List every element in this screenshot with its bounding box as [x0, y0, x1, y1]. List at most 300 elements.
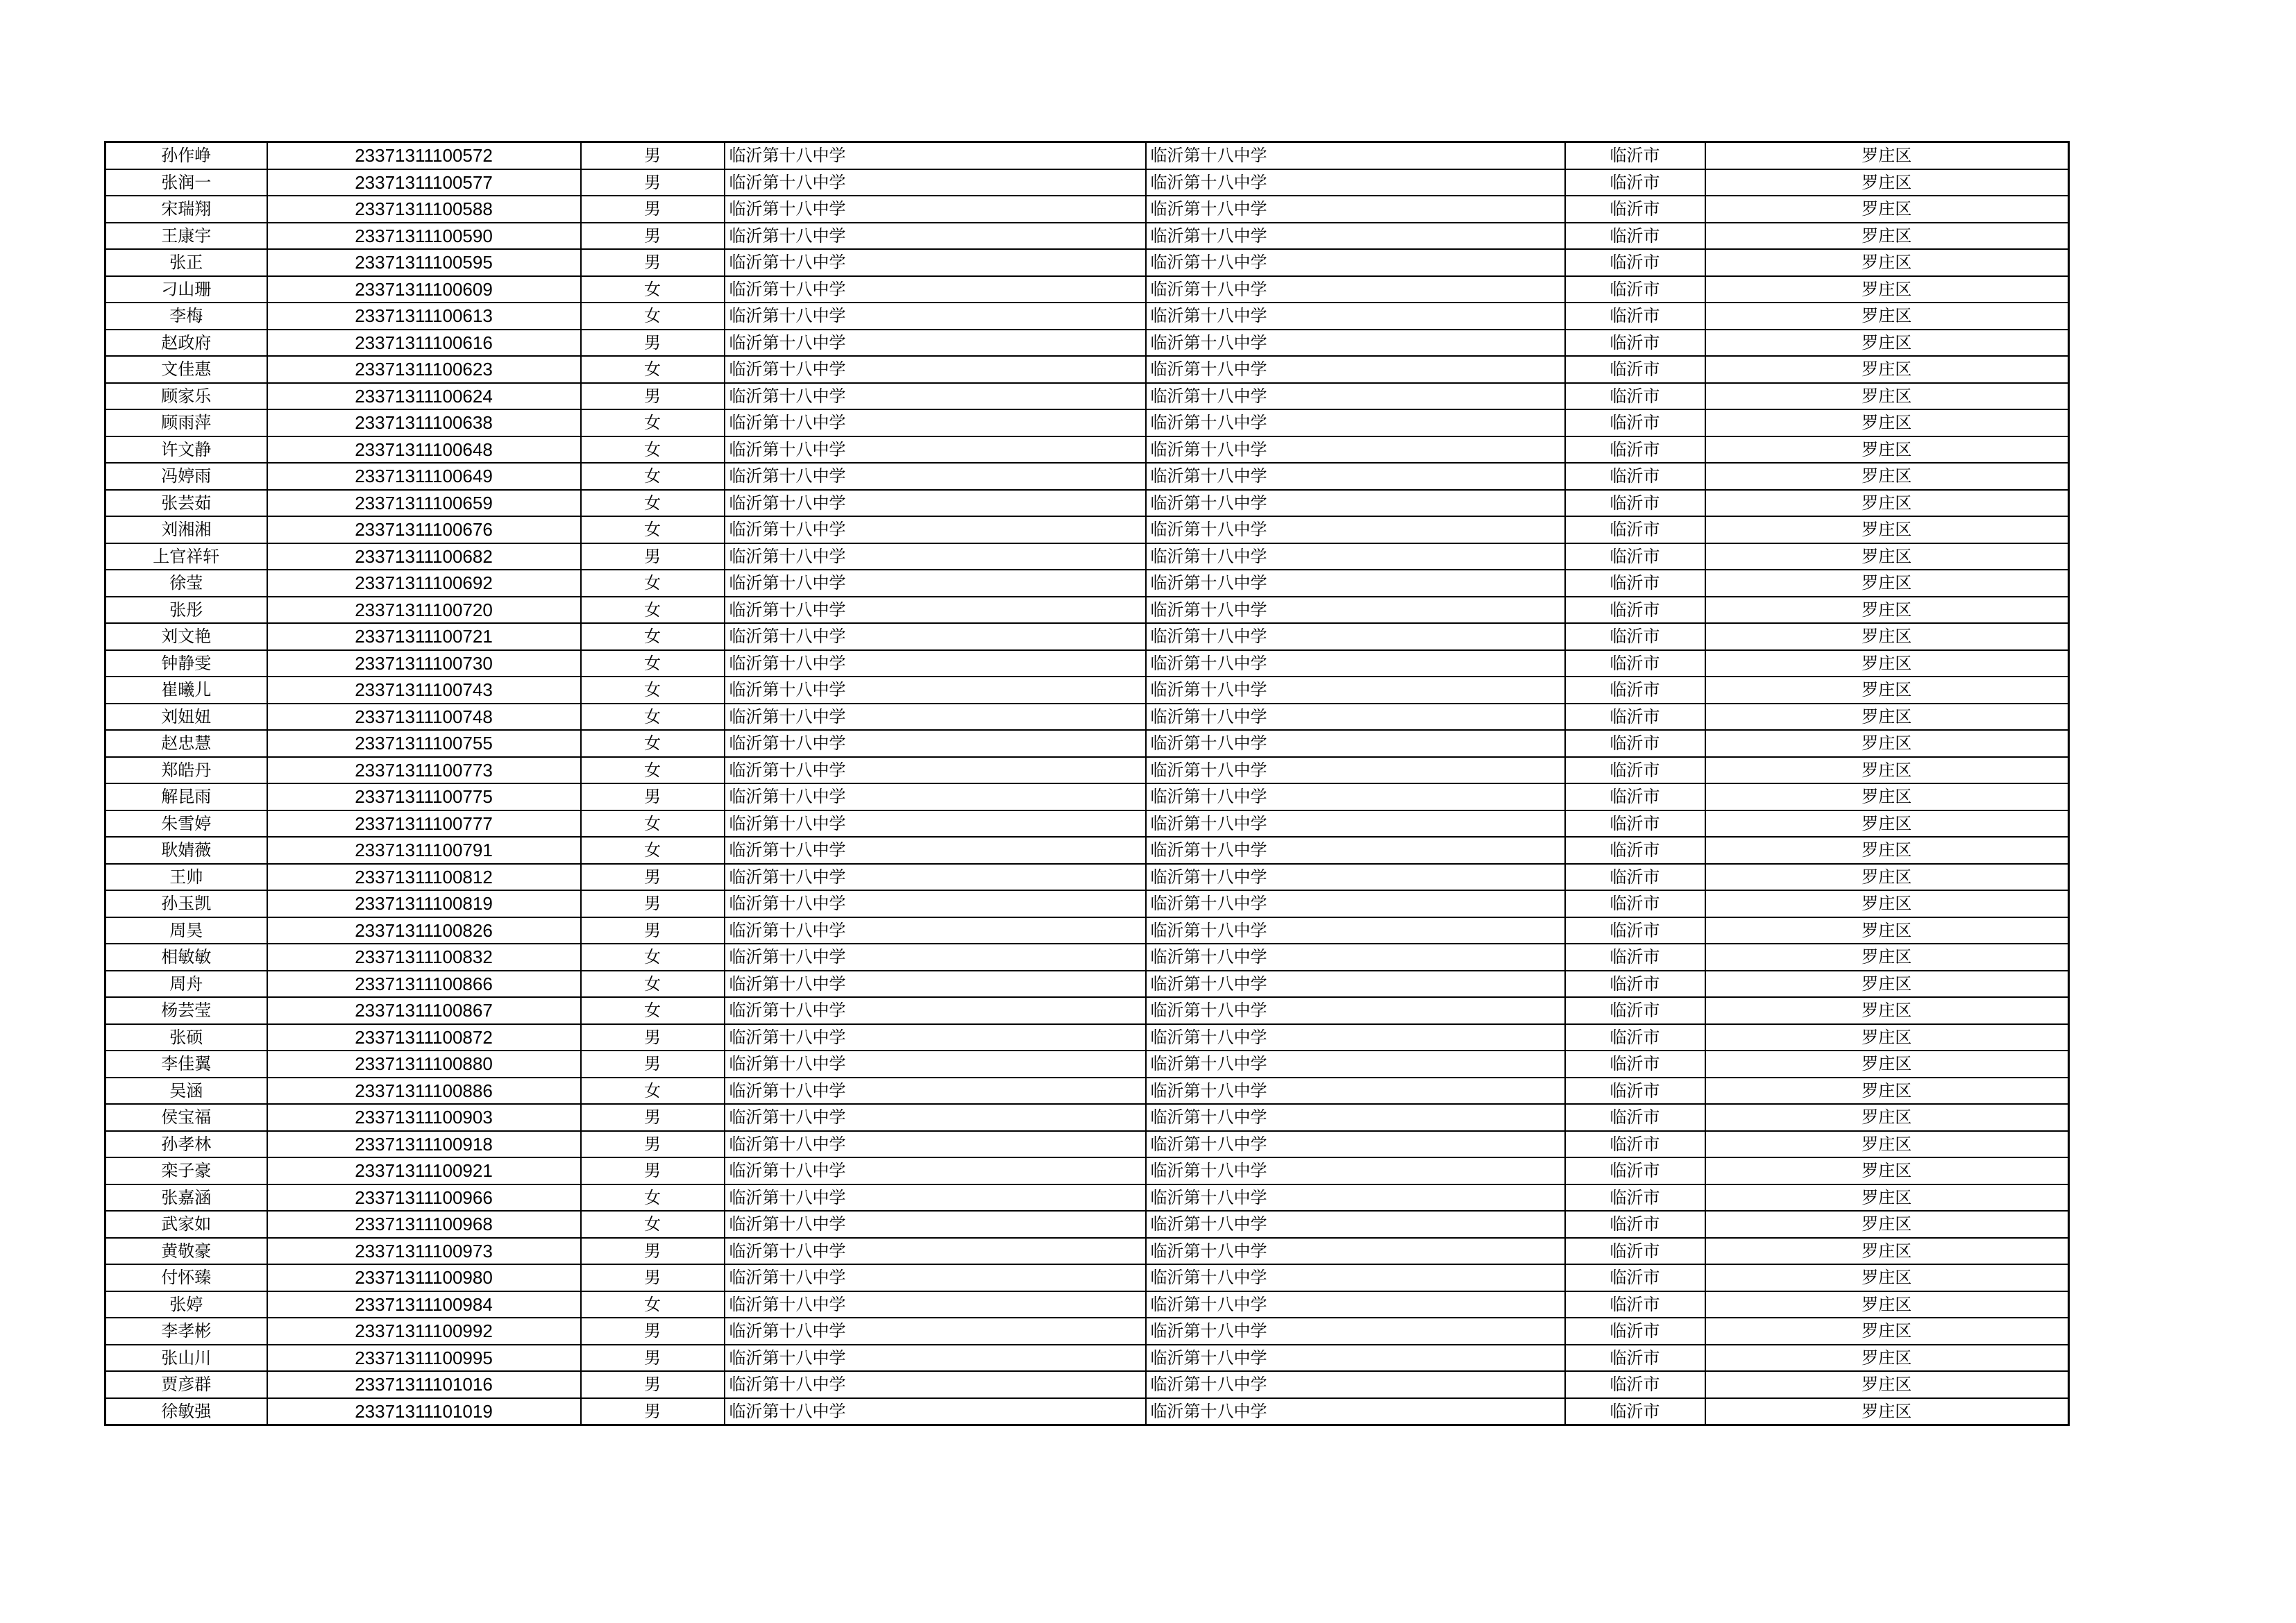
exam-number-cell: 23371311100609: [267, 276, 581, 303]
exam-number-cell: 23371311100773: [267, 757, 581, 784]
district-cell: 罗庄区: [1705, 490, 2069, 517]
table-row: [105, 1131, 2069, 1158]
school-cell: 临沂第十八中学: [725, 757, 1146, 784]
student-name-cell: 张芸茹: [105, 490, 267, 517]
city-cell: 临沂市: [1565, 249, 1705, 276]
student-name-cell: 耿婧薇: [105, 837, 267, 864]
student-name-cell: 张山川: [105, 1345, 267, 1372]
gender-cell: 男: [581, 1024, 725, 1051]
school-cell: 临沂第十八中学: [725, 1131, 1146, 1158]
school-cell: 临沂第十八中学: [725, 330, 1146, 357]
student-name-cell: 赵忠慧: [105, 730, 267, 757]
city-cell: 临沂市: [1565, 757, 1705, 784]
student-name-cell: 文佳惠: [105, 356, 267, 383]
exam-number-cell: 23371311100572: [267, 142, 581, 169]
table-row: [105, 623, 2069, 650]
school-cell-2: 临沂第十八中学: [1146, 810, 1565, 838]
exam-number-cell: 23371311100918: [267, 1131, 581, 1158]
table-body: [105, 142, 2069, 1425]
table-row: [105, 971, 2069, 998]
school-cell-2: 临沂第十八中学: [1146, 864, 1565, 891]
gender-cell: 女: [581, 810, 725, 838]
school-cell-2: 临沂第十八中学: [1146, 436, 1565, 464]
district-cell: 罗庄区: [1705, 1078, 2069, 1105]
school-cell: 临沂第十八中学: [725, 971, 1146, 998]
city-cell: 临沂市: [1565, 543, 1705, 570]
school-cell-2: 临沂第十八中学: [1146, 597, 1565, 624]
school-cell-2: 临沂第十八中学: [1146, 997, 1565, 1024]
school-cell: 临沂第十八中学: [725, 597, 1146, 624]
student-name-cell: 侯宝福: [105, 1104, 267, 1131]
school-cell-2: 临沂第十八中学: [1146, 1264, 1565, 1291]
school-cell: 临沂第十八中学: [725, 1211, 1146, 1238]
table-row: [105, 864, 2069, 891]
table-row: [105, 463, 2069, 490]
school-cell-2: 临沂第十八中学: [1146, 276, 1565, 303]
gender-cell: 女: [581, 623, 725, 650]
gender-cell: 女: [581, 276, 725, 303]
table-row: [105, 944, 2069, 971]
city-cell: 临沂市: [1565, 1264, 1705, 1291]
school-cell: 临沂第十八中学: [725, 1264, 1146, 1291]
exam-number-cell: 23371311100613: [267, 303, 581, 330]
school-cell-2: 临沂第十八中学: [1146, 223, 1565, 250]
student-name-cell: 顾雨萍: [105, 409, 267, 436]
exam-number-cell: 23371311100649: [267, 463, 581, 490]
school-cell: 临沂第十八中学: [725, 516, 1146, 543]
district-cell: 罗庄区: [1705, 436, 2069, 464]
exam-number-cell: 23371311100590: [267, 223, 581, 250]
school-cell-2: 临沂第十八中学: [1146, 303, 1565, 330]
school-cell: 临沂第十八中学: [725, 223, 1146, 250]
gender-cell: 女: [581, 730, 725, 757]
school-cell: 临沂第十八中学: [725, 704, 1146, 731]
district-cell: 罗庄区: [1705, 944, 2069, 971]
school-cell-2: 临沂第十八中学: [1146, 623, 1565, 650]
student-name-cell: 张正: [105, 249, 267, 276]
exam-number-cell: 23371311100682: [267, 543, 581, 570]
district-cell: 罗庄区: [1705, 276, 2069, 303]
exam-number-cell: 23371311100624: [267, 383, 581, 410]
student-name-cell: 孙孝林: [105, 1131, 267, 1158]
district-cell: 罗庄区: [1705, 810, 2069, 838]
school-cell-2: 临沂第十八中学: [1146, 1024, 1565, 1051]
school-cell-2: 临沂第十八中学: [1146, 757, 1565, 784]
exam-number-cell: 23371311100748: [267, 704, 581, 731]
district-cell: 罗庄区: [1705, 1291, 2069, 1318]
exam-number-cell: 23371311100588: [267, 196, 581, 223]
city-cell: 临沂市: [1565, 1291, 1705, 1318]
school-cell-2: 临沂第十八中学: [1146, 1291, 1565, 1318]
school-cell: 临沂第十八中学: [725, 383, 1146, 410]
school-cell: 临沂第十八中学: [725, 249, 1146, 276]
district-cell: 罗庄区: [1705, 409, 2069, 436]
city-cell: 临沂市: [1565, 810, 1705, 838]
district-cell: 罗庄区: [1705, 169, 2069, 196]
school-cell-2: 临沂第十八中学: [1146, 704, 1565, 731]
school-cell-2: 临沂第十八中学: [1146, 463, 1565, 490]
gender-cell: 女: [581, 1078, 725, 1105]
table-row: [105, 1078, 2069, 1105]
exam-number-cell: 23371311100755: [267, 730, 581, 757]
city-cell: 临沂市: [1565, 1398, 1705, 1425]
school-cell-2: 临沂第十八中学: [1146, 1078, 1565, 1105]
gender-cell: 男: [581, 1371, 725, 1398]
student-name-cell: 张彤: [105, 597, 267, 624]
city-cell: 临沂市: [1565, 169, 1705, 196]
school-cell: 临沂第十八中学: [725, 890, 1146, 917]
gender-cell: 男: [581, 142, 725, 169]
city-cell: 临沂市: [1565, 1051, 1705, 1078]
school-cell: 临沂第十八中学: [725, 810, 1146, 838]
school-cell-2: 临沂第十八中学: [1146, 730, 1565, 757]
school-cell-2: 临沂第十八中学: [1146, 490, 1565, 517]
exam-number-cell: 23371311100995: [267, 1345, 581, 1372]
table-row: [105, 330, 2069, 357]
school-cell-2: 临沂第十八中学: [1146, 1398, 1565, 1425]
district-cell: 罗庄区: [1705, 864, 2069, 891]
gender-cell: 女: [581, 650, 725, 677]
exam-number-cell: 23371311100966: [267, 1184, 581, 1212]
exam-number-cell: 23371311100791: [267, 837, 581, 864]
city-cell: 临沂市: [1565, 730, 1705, 757]
school-cell: 临沂第十八中学: [725, 543, 1146, 570]
student-name-cell: 张婷: [105, 1291, 267, 1318]
city-cell: 临沂市: [1565, 677, 1705, 704]
district-cell: 罗庄区: [1705, 356, 2069, 383]
school-cell: 临沂第十八中学: [725, 196, 1146, 223]
gender-cell: 男: [581, 543, 725, 570]
table-row: [105, 917, 2069, 944]
student-name-cell: 李梅: [105, 303, 267, 330]
student-name-cell: 上官祥轩: [105, 543, 267, 570]
student-name-cell: 徐莹: [105, 570, 267, 597]
city-cell: 临沂市: [1565, 1131, 1705, 1158]
gender-cell: 女: [581, 1291, 725, 1318]
city-cell: 临沂市: [1565, 971, 1705, 998]
district-cell: 罗庄区: [1705, 463, 2069, 490]
school-cell: 临沂第十八中学: [725, 1078, 1146, 1105]
school-cell-2: 临沂第十八中学: [1146, 944, 1565, 971]
district-cell: 罗庄区: [1705, 1398, 2069, 1425]
school-cell: 临沂第十八中学: [725, 1238, 1146, 1265]
exam-number-cell: 23371311100832: [267, 944, 581, 971]
school-cell-2: 临沂第十八中学: [1146, 1051, 1565, 1078]
student-name-cell: 孙作峥: [105, 142, 267, 169]
table-row: [105, 490, 2069, 517]
exam-number-cell: 23371311100638: [267, 409, 581, 436]
exam-number-cell: 23371311101019: [267, 1398, 581, 1425]
student-name-cell: 刘湘湘: [105, 516, 267, 543]
student-name-cell: 郑皓丹: [105, 757, 267, 784]
student-name-cell: 张润一: [105, 169, 267, 196]
city-cell: 临沂市: [1565, 1238, 1705, 1265]
table-row: [105, 1345, 2069, 1372]
school-cell-2: 临沂第十八中学: [1146, 330, 1565, 357]
city-cell: 临沂市: [1565, 890, 1705, 917]
exam-number-cell: 23371311100866: [267, 971, 581, 998]
city-cell: 临沂市: [1565, 516, 1705, 543]
student-name-cell: 张嘉涵: [105, 1184, 267, 1212]
district-cell: 罗庄区: [1705, 1264, 2069, 1291]
school-cell-2: 临沂第十八中学: [1146, 1184, 1565, 1212]
city-cell: 临沂市: [1565, 1371, 1705, 1398]
gender-cell: 男: [581, 1398, 725, 1425]
table-row: [105, 1104, 2069, 1131]
gender-cell: 女: [581, 597, 725, 624]
gender-cell: 女: [581, 570, 725, 597]
student-name-cell: 吴涵: [105, 1078, 267, 1105]
gender-cell: 男: [581, 1264, 725, 1291]
exam-number-cell: 23371311100867: [267, 997, 581, 1024]
district-cell: 罗庄区: [1705, 917, 2069, 944]
exam-number-cell: 23371311100616: [267, 330, 581, 357]
student-name-cell: 朱雪婷: [105, 810, 267, 838]
table-row: [105, 142, 2069, 169]
student-name-cell: 付怀臻: [105, 1264, 267, 1291]
exam-number-cell: 23371311100819: [267, 890, 581, 917]
city-cell: 临沂市: [1565, 303, 1705, 330]
table-row: [105, 436, 2069, 464]
district-cell: 罗庄区: [1705, 330, 2069, 357]
city-cell: 临沂市: [1565, 1078, 1705, 1105]
district-cell: 罗庄区: [1705, 383, 2069, 410]
school-cell: 临沂第十八中学: [725, 944, 1146, 971]
school-cell-2: 临沂第十八中学: [1146, 917, 1565, 944]
table-row: [105, 1051, 2069, 1078]
district-cell: 罗庄区: [1705, 303, 2069, 330]
exam-number-cell: 23371311100872: [267, 1024, 581, 1051]
school-cell-2: 临沂第十八中学: [1146, 249, 1565, 276]
district-cell: 罗庄区: [1705, 837, 2069, 864]
exam-number-cell: 23371311100973: [267, 1238, 581, 1265]
school-cell: 临沂第十八中学: [725, 650, 1146, 677]
exam-number-cell: 23371311100730: [267, 650, 581, 677]
school-cell-2: 临沂第十八中学: [1146, 142, 1565, 169]
student-roster-table: [104, 141, 2070, 1426]
table-row: [105, 383, 2069, 410]
school-cell-2: 临沂第十八中学: [1146, 383, 1565, 410]
city-cell: 临沂市: [1565, 276, 1705, 303]
table-row: [105, 1264, 2069, 1291]
table-row: [105, 570, 2069, 597]
school-cell: 临沂第十八中学: [725, 783, 1146, 810]
district-cell: 罗庄区: [1705, 1238, 2069, 1265]
city-cell: 临沂市: [1565, 1157, 1705, 1184]
city-cell: 临沂市: [1565, 463, 1705, 490]
gender-cell: 女: [581, 303, 725, 330]
district-cell: 罗庄区: [1705, 971, 2069, 998]
exam-number-cell: 23371311100775: [267, 783, 581, 810]
district-cell: 罗庄区: [1705, 1104, 2069, 1131]
district-cell: 罗庄区: [1705, 1131, 2069, 1158]
gender-cell: 男: [581, 223, 725, 250]
gender-cell: 女: [581, 677, 725, 704]
district-cell: 罗庄区: [1705, 516, 2069, 543]
exam-number-cell: 23371311100648: [267, 436, 581, 464]
district-cell: 罗庄区: [1705, 597, 2069, 624]
district-cell: 罗庄区: [1705, 196, 2069, 223]
table-row: [105, 997, 2069, 1024]
student-name-cell: 徐敏强: [105, 1398, 267, 1425]
school-cell: 临沂第十八中学: [725, 490, 1146, 517]
district-cell: 罗庄区: [1705, 650, 2069, 677]
table-row: [105, 650, 2069, 677]
school-cell-2: 临沂第十八中学: [1146, 1318, 1565, 1345]
table-row: [105, 276, 2069, 303]
district-cell: 罗庄区: [1705, 1371, 2069, 1398]
student-name-cell: 李孝彬: [105, 1318, 267, 1345]
city-cell: 临沂市: [1565, 650, 1705, 677]
table-row: [105, 169, 2069, 196]
school-cell-2: 临沂第十八中学: [1146, 356, 1565, 383]
table-row: [105, 303, 2069, 330]
school-cell: 临沂第十八中学: [725, 276, 1146, 303]
exam-number-cell: 23371311100980: [267, 1264, 581, 1291]
district-cell: 罗庄区: [1705, 142, 2069, 169]
student-name-cell: 刘文艳: [105, 623, 267, 650]
school-cell: 临沂第十八中学: [725, 730, 1146, 757]
exam-number-cell: 23371311100812: [267, 864, 581, 891]
student-name-cell: 钟静雯: [105, 650, 267, 677]
school-cell-2: 临沂第十八中学: [1146, 1238, 1565, 1265]
city-cell: 临沂市: [1565, 1104, 1705, 1131]
table-row: [105, 1238, 2069, 1265]
table-row: [105, 409, 2069, 436]
student-name-cell: 赵政府: [105, 330, 267, 357]
gender-cell: 女: [581, 490, 725, 517]
student-name-cell: 栾子豪: [105, 1157, 267, 1184]
school-cell-2: 临沂第十八中学: [1146, 677, 1565, 704]
school-cell: 临沂第十八中学: [725, 864, 1146, 891]
city-cell: 临沂市: [1565, 330, 1705, 357]
gender-cell: 女: [581, 837, 725, 864]
district-cell: 罗庄区: [1705, 1184, 2069, 1212]
table-row: [105, 837, 2069, 864]
school-cell-2: 临沂第十八中学: [1146, 543, 1565, 570]
school-cell-2: 临沂第十八中学: [1146, 516, 1565, 543]
district-cell: 罗庄区: [1705, 677, 2069, 704]
city-cell: 临沂市: [1565, 409, 1705, 436]
gender-cell: 男: [581, 1318, 725, 1345]
student-name-cell: 李佳翼: [105, 1051, 267, 1078]
gender-cell: 男: [581, 169, 725, 196]
gender-cell: 女: [581, 944, 725, 971]
gender-cell: 女: [581, 409, 725, 436]
school-cell-2: 临沂第十八中学: [1146, 169, 1565, 196]
student-name-cell: 杨芸莹: [105, 997, 267, 1024]
gender-cell: 男: [581, 249, 725, 276]
exam-number-cell: 23371311100968: [267, 1211, 581, 1238]
student-name-cell: 许文静: [105, 436, 267, 464]
city-cell: 临沂市: [1565, 1211, 1705, 1238]
district-cell: 罗庄区: [1705, 1051, 2069, 1078]
school-cell: 临沂第十八中学: [725, 677, 1146, 704]
table-row: [105, 1398, 2069, 1425]
school-cell-2: 临沂第十八中学: [1146, 837, 1565, 864]
table-row: [105, 597, 2069, 624]
gender-cell: 女: [581, 463, 725, 490]
student-name-cell: 黄敬豪: [105, 1238, 267, 1265]
district-cell: 罗庄区: [1705, 1157, 2069, 1184]
school-cell: 临沂第十八中学: [725, 409, 1146, 436]
student-name-cell: 孙玉凯: [105, 890, 267, 917]
school-cell-2: 临沂第十八中学: [1146, 783, 1565, 810]
table-row: [105, 1318, 2069, 1345]
table-row: [105, 1211, 2069, 1238]
gender-cell: 男: [581, 1157, 725, 1184]
district-cell: 罗庄区: [1705, 623, 2069, 650]
city-cell: 临沂市: [1565, 623, 1705, 650]
gender-cell: 男: [581, 890, 725, 917]
city-cell: 临沂市: [1565, 1318, 1705, 1345]
table-row: [105, 704, 2069, 731]
school-cell: 临沂第十八中学: [725, 1371, 1146, 1398]
table-row: [105, 810, 2069, 838]
city-cell: 临沂市: [1565, 917, 1705, 944]
school-cell-2: 临沂第十八中学: [1146, 570, 1565, 597]
school-cell-2: 临沂第十八中学: [1146, 196, 1565, 223]
exam-number-cell: 23371311100880: [267, 1051, 581, 1078]
exam-number-cell: 23371311100921: [267, 1157, 581, 1184]
city-cell: 临沂市: [1565, 944, 1705, 971]
table-row: [105, 677, 2069, 704]
district-cell: 罗庄区: [1705, 249, 2069, 276]
district-cell: 罗庄区: [1705, 890, 2069, 917]
school-cell-2: 临沂第十八中学: [1146, 1345, 1565, 1372]
city-cell: 临沂市: [1565, 1024, 1705, 1051]
exam-number-cell: 23371311101016: [267, 1371, 581, 1398]
exam-number-cell: 23371311100826: [267, 917, 581, 944]
gender-cell: 男: [581, 864, 725, 891]
gender-cell: 男: [581, 330, 725, 357]
exam-number-cell: 23371311100992: [267, 1318, 581, 1345]
school-cell-2: 临沂第十八中学: [1146, 890, 1565, 917]
city-cell: 临沂市: [1565, 436, 1705, 464]
student-name-cell: 周昊: [105, 917, 267, 944]
gender-cell: 女: [581, 704, 725, 731]
student-name-cell: 刘妞妞: [105, 704, 267, 731]
student-name-cell: 相敏敏: [105, 944, 267, 971]
district-cell: 罗庄区: [1705, 570, 2069, 597]
gender-cell: 男: [581, 1131, 725, 1158]
city-cell: 临沂市: [1565, 356, 1705, 383]
student-name-cell: 刁山珊: [105, 276, 267, 303]
table-row: [105, 223, 2069, 250]
gender-cell: 男: [581, 1238, 725, 1265]
district-cell: 罗庄区: [1705, 730, 2069, 757]
gender-cell: 女: [581, 436, 725, 464]
gender-cell: 男: [581, 383, 725, 410]
exam-number-cell: 23371311100623: [267, 356, 581, 383]
gender-cell: 女: [581, 971, 725, 998]
student-name-cell: 武家如: [105, 1211, 267, 1238]
student-name-cell: 王康宇: [105, 223, 267, 250]
school-cell: 临沂第十八中学: [725, 1104, 1146, 1131]
school-cell-2: 临沂第十八中学: [1146, 1371, 1565, 1398]
school-cell: 临沂第十八中学: [725, 1318, 1146, 1345]
gender-cell: 男: [581, 1051, 725, 1078]
school-cell-2: 临沂第十八中学: [1146, 409, 1565, 436]
district-cell: 罗庄区: [1705, 1345, 2069, 1372]
school-cell: 临沂第十八中学: [725, 142, 1146, 169]
gender-cell: 男: [581, 917, 725, 944]
exam-number-cell: 23371311100659: [267, 490, 581, 517]
student-name-cell: 解昆雨: [105, 783, 267, 810]
gender-cell: 女: [581, 997, 725, 1024]
table-row: [105, 1291, 2069, 1318]
district-cell: 罗庄区: [1705, 1318, 2069, 1345]
